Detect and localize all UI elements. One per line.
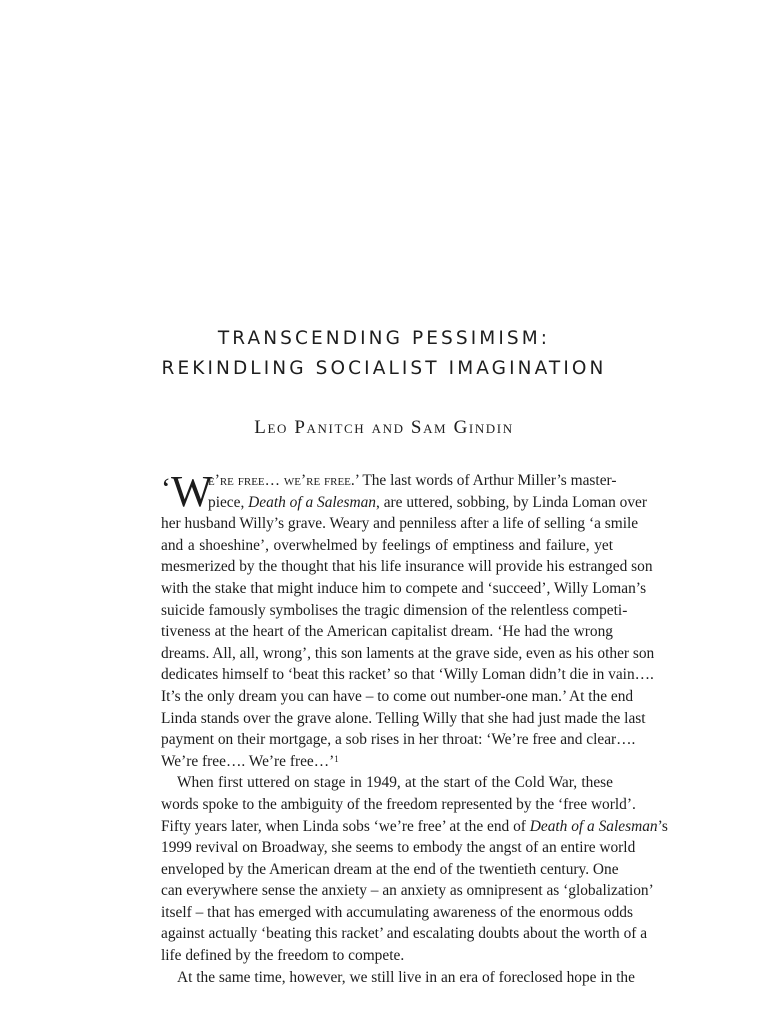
paragraph-2	[161, 772, 668, 966]
opening-small-caps: e’re free… we’re free.	[208, 472, 355, 489]
title-line-1: TRANSCENDING PESSIMISM:	[217, 328, 551, 349]
body-text	[161, 467, 668, 988]
play-title-italic-2: Death of a Salesman	[529, 817, 658, 835]
paragraph-2-line-1: When first uttered on stage in 1949, at the start of the Cold War, these	[177, 774, 613, 792]
opening-line-2-pre: piece,	[208, 493, 249, 511]
paragraph-1-last-text: We’re free…. We’re free…’	[161, 752, 335, 770]
paragraph-1-line: dedicates himself to ‘beat this racket’ so that ‘Willy Loman didn’t die in vain….	[161, 666, 654, 684]
paragraph-1-line: It’s the only dream you can have – to come out number-one man.’ At the end	[161, 687, 634, 705]
paragraph-2-line: 1999 revival on Broadway, she seems to embody the angst of an entire world	[161, 839, 636, 857]
opening-line-1	[208, 470, 617, 492]
opening-line-2	[208, 492, 647, 514]
paragraph-1-line: her husband Willy’s grave. Weary and penniless after a life of selling ‘a smile	[161, 515, 639, 533]
paragraph-2-line-3	[161, 816, 668, 838]
opening-line-2-post: , are uttered, sobbing, by Linda Loman over	[376, 493, 647, 511]
paragraph-2-line: itself – that has emerged with accumulating awareness of the enormous odds	[161, 903, 633, 921]
paragraph-2-line: enveloped by the American dream at the end of the twentieth century. One	[161, 860, 619, 878]
paragraph-2-line-2: words spoke to the ambiguity of the freedom represented by the ‘free world’.	[161, 795, 636, 813]
paragraph-2-line-3-post: ’s	[657, 817, 668, 835]
opening-block	[161, 467, 647, 516]
paragraph-2-line: can everywhere sense the anxiety – an anxiety as omnipresent as ‘globalization’	[161, 882, 654, 900]
paragraph-1-line: payment on their mortgage, a sob rises in her throat: ‘We’re free and clear….	[161, 731, 636, 749]
paragraph-1	[161, 513, 655, 772]
paragraph-3	[161, 967, 635, 989]
paragraph-1-line: and a shoeshine’, overwhelmed by feelings of emptiness and failure, yet	[161, 536, 613, 554]
paragraph-1-line: suicide famously symbolises the tragic dimension of the relentless competi-	[161, 601, 628, 619]
paragraph-1-line: dreams. All, all, wrong’, this son laments at the grave side, even as his other son	[161, 644, 655, 662]
paragraph-1-line: tiveness at the heart of the American capitalist dream. ‘He had the wrong	[161, 623, 613, 641]
paragraph-1-line: mesmerized by the thought that his life insurance will provide his estranged son	[161, 558, 653, 576]
drop-cap: W	[171, 467, 213, 516]
opening-quote-mark: ‘	[161, 472, 171, 505]
chapter-authors: Leo Panitch and Sam Gindin	[254, 417, 514, 438]
footnote-marker: 1	[334, 753, 339, 764]
opening-line-1-rest: ’ The last words of Arthur Miller’s master-	[354, 472, 617, 489]
play-title-italic: Death of a Salesman	[248, 493, 376, 511]
paragraph-2-last-line: life defined by the freedom to compete.	[161, 947, 405, 965]
paragraph-1-line: with the stake that might induce him to compete and ‘succeed’, Willy Loman’s	[161, 579, 647, 597]
paragraph-1-line: Linda stands over the grave alone. Telling Willy that she had just made the last	[161, 709, 646, 727]
paragraph-1-last-line	[161, 751, 613, 773]
paragraph-2-line-3-pre: Fifty years later, when Linda sobs ‘we’re free’ at the end of	[161, 817, 530, 835]
opening-lines	[161, 467, 647, 516]
chapter-title	[0, 324, 768, 384]
paragraph-3-line-1: At the same time, however, we still live in an era of foreclosed hope in the	[177, 968, 635, 986]
title-line-2: REKINDLING SOCIALIST IMAGINATION	[161, 358, 607, 379]
paragraph-2-line: against actually ‘beating this racket’ and escalating doubts about the worth of a	[161, 925, 648, 943]
